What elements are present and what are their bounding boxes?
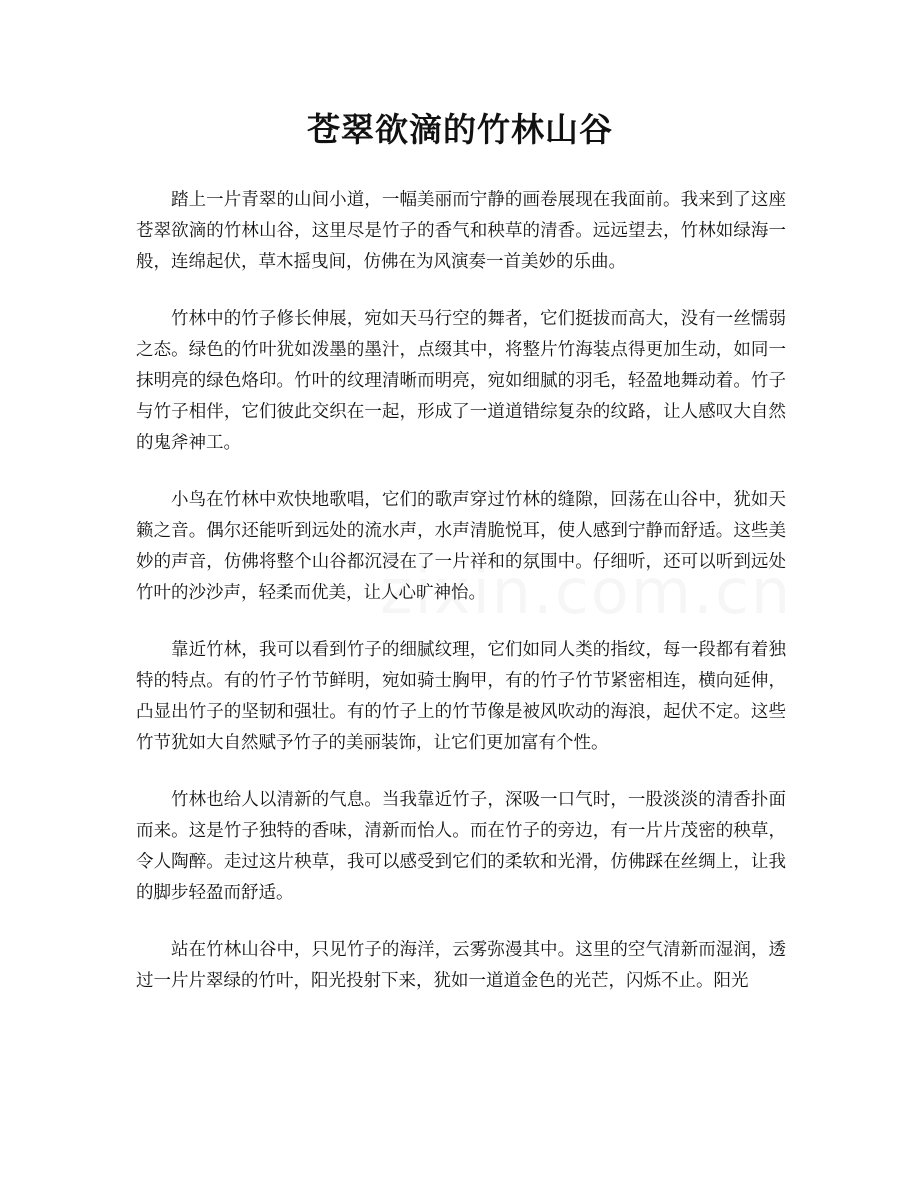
document-title: 苍翠欲滴的竹林山谷: [307, 110, 613, 149]
paragraph-1: 踏上一片青翠的山间小道，一幅美丽而宁静的画卷展现在我面前。我来到了这座苍翠欲滴的竹林山谷，这里尽是竹子的香气和秧草的清香。远远望去，竹林如绿海一般，连绵起伏，草木摇曳间，仿佛在为风演奏一首美妙的乐曲。: [136, 190, 786, 272]
paragraph-4: 靠近竹林，我可以看到竹子的细腻纹理，它们如同人类的指纹，每一段都有着独特的特点。有的竹子竹节鲜明，宛如骑士胸甲，有的竹子竹节紧密相连，横向延伸，凸显出竹子的坚韧和强壮。有的竹子上的竹节像是被风吹动的海浪，起伏不定。这些竹节犹如大自然赋予竹子的美丽装饰，让它们更加富有个性。: [136, 640, 786, 753]
document-body: [136, 185, 786, 1023]
paragraph-5: 竹林也给人以清新的气息。当我靠近竹子，深吸一口气时，一股淡淡的清香扑面而来。这是竹子独特的香味，清新而怡人。而在竹子的旁边，有一片片茂密的秧草，令人陶醉。走过这片秧草，我可以感受到它们的柔软和光滑，仿佛踩在丝绸上，让我的脚步轻盈而舒适。: [136, 790, 786, 903]
paragraph-6: 站在竹林山谷中，只见竹子的海洋，云雾弥漫其中。这里的空气清新而湿润，透过一片片翠绿的竹叶，阳光投射下来，犹如一道道金色的光芒，闪烁不止。阳光: [136, 940, 786, 991]
paragraph-2: 竹林中的竹子修长伸展，宛如天马行空的舞者，它们挺拔而高大，没有一丝懦弱之态。绿色的竹叶犹如泼墨的墨汁，点缀其中，将整片竹海装点得更加生动，如同一抹明亮的绿色烙印。竹叶的纹理清晰而明亮，宛如细腻的羽毛，轻盈地舞动着。竹子与竹子相伴，它们彼此交织在一起，形成了一道道错综复杂的纹路，让人感叹大自然的鬼斧神工。: [136, 309, 786, 453]
paragraph-3: 小鸟在竹林中欢快地歌唱，它们的歌声穿过竹林的缝隙，回荡在山谷中，犹如天籁之音。偶尔还能听到远处的流水声，水声清脆悦耳，使人感到宁静而舒适。这些美妙的声音，仿佛将整个山谷都沉浸在了一片祥和的氛围中。仔细听，还可以听到远处竹叶的沙沙声，轻柔而优美，让人心旷神怡。: [136, 490, 786, 603]
